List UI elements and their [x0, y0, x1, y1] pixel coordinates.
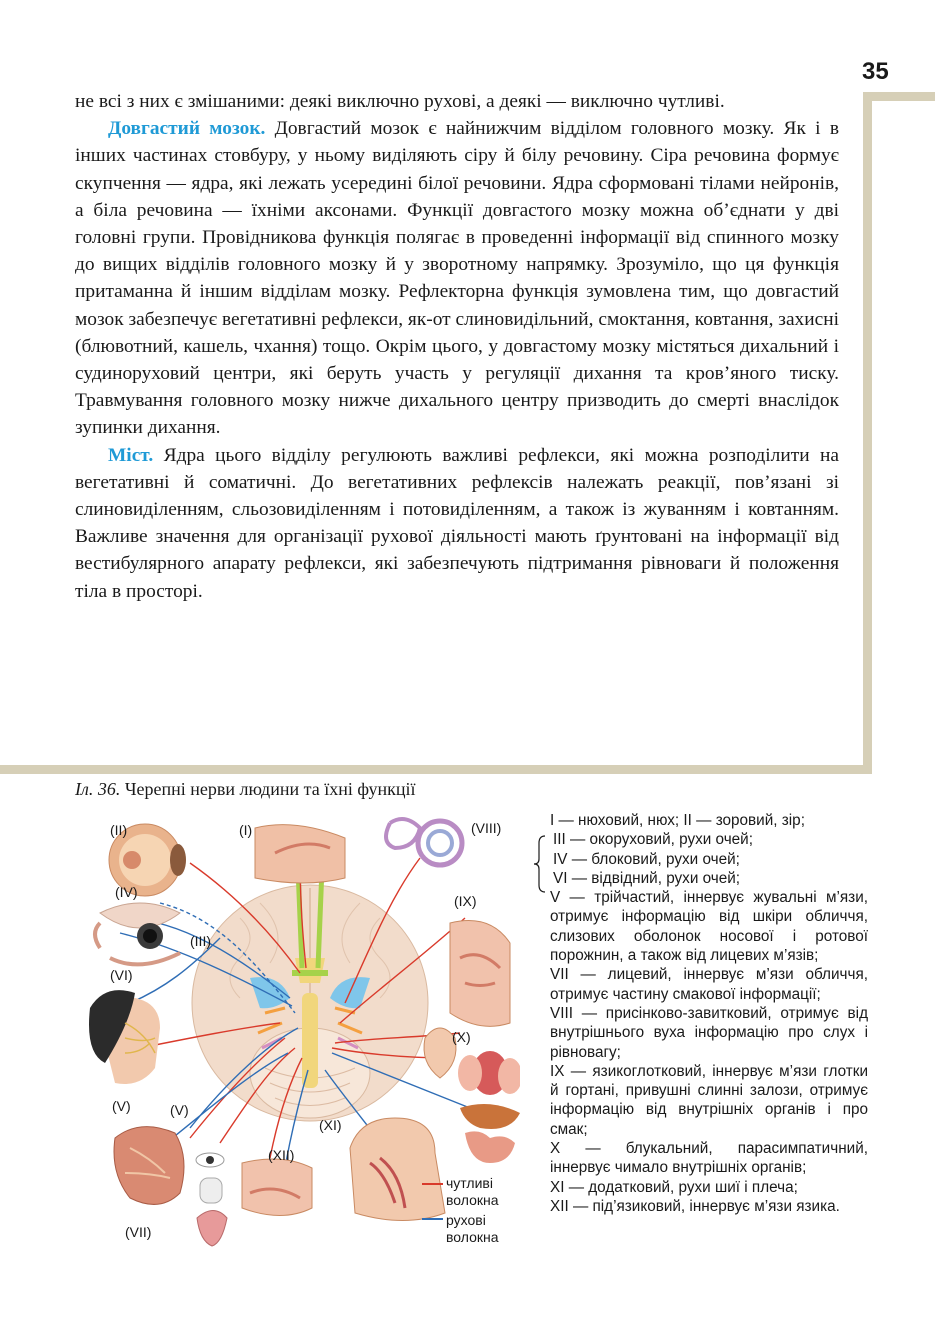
tongue-image: [197, 1211, 227, 1247]
face-muscles-image: [114, 1127, 184, 1205]
legend-sensory: [446, 1175, 499, 1209]
label-nerve-ix: (IX): [454, 893, 477, 909]
page-frame-bottom: [0, 765, 872, 774]
nerve-item: XII — під’язиковий, іннервує м’язи язика.: [550, 1197, 840, 1215]
page-frame-top: [863, 92, 935, 101]
label-nerve-vii: (VII): [125, 1224, 152, 1240]
pons-text: Ядра цього відділу регулюють важливі рефлекси, які можна розподілити на вегетативні й соматичні. До вегетативних рефлексів належать реакції, пов’язані зі слиновиділенням, сльозовиділенням і потовиділенням, а також із жуванням і ковтанням. Важливе значення для організації рухової діяльності мають ґрунтовані на інформації від вестибулярного апарату рефлекси, які забезпечують підтримання рівноваги й положення тіла в просторі.: [75, 444, 839, 602]
neck-image: [350, 1118, 445, 1221]
label-nerve-ii: (II): [110, 822, 128, 838]
caption-label: Іл. 36.: [75, 779, 121, 799]
legend-motor: [446, 1212, 499, 1246]
page-frame-right: [863, 92, 872, 774]
legend-motor-line1: рухові: [446, 1212, 486, 1228]
page-number: 35: [862, 58, 889, 85]
heading-pons: Міст.: [108, 444, 154, 466]
eye-nerves-brace: [533, 835, 547, 893]
nerve-item: VII — лицевий, іннервує м’язи обличчя, отримує частину смакової інформації;: [550, 966, 868, 1003]
brain-image: [192, 868, 428, 1121]
legend-sensory-line2: волокна: [446, 1192, 499, 1208]
label-nerve-iii: (III): [190, 933, 211, 949]
nerve-item: V — трійчастий, іннервує жувальні м’язи, отримує інформацію від шкіри обличчя, слизових оболонок носової і ротової порожнин, а також від лицевих м’язів;: [550, 889, 868, 965]
medulla-text: Довгастий мозок є найнижчим відділом головного мозку. Як і в інших частинах стовбуру, у ньому виділяють сіру й білу речовину. Сіра речовина формує скупчення — ядра, які лежать усередині білої речовини. Ядра сформовані тілами нейронів, а біла речовина — їхніми аксонами. Функції довгастого мозку можна об’єднати у дві головні групи. Провідникова функція полягає в проведенні інформації від спинного мозку до вищих відділів головного мозку й у зворотному напрямку. Зрозуміло, що ця функція притаманна й іншим відділам мозку. Рефлекторна функція зумовлена тим, що довгастий мозок забезпечує вегетативні рефлекси, як-от слиновидільний, смоктання, ковтання, захисні (блювотний, кашель, чхання) тощо. Окрім цього, у довгастому мозку містяться дихальний і судиноруховий центри, які беруть участь у регуляції дихання та кров’яного тиску. Травмування головного мозку нижче дихального центру призводить до смерті внаслідок зупинки дихання.: [75, 118, 839, 439]
paragraph-medulla: [75, 115, 839, 441]
nerve-function-list: [550, 811, 868, 1216]
label-nerve-v-a: (V): [112, 1098, 131, 1114]
paragraph-1: не всі з них є змішаними: деякі виключно рухові, а деякі — виключно чутливі.: [75, 91, 725, 112]
legend-motor-line2: волокна: [446, 1229, 499, 1245]
caption-text: Черепні нерви людини та їхні функції: [120, 779, 416, 799]
nerve-item: VI — відвідний, рухи очей;: [553, 869, 741, 887]
nerve-item: III — окоруховий, рухи очей;: [553, 831, 753, 849]
paragraph-pons: [75, 442, 839, 605]
label-nerve-v-b: (V): [170, 1102, 189, 1118]
body-text: [75, 88, 839, 605]
label-nerve-i: (I): [239, 822, 253, 838]
figure-caption: [75, 779, 416, 800]
label-nerve-iv: (IV): [115, 884, 138, 900]
label-nerve-xii: (XII): [268, 1147, 295, 1163]
pharynx-image: [450, 921, 510, 1027]
nerve-item: VIII — присінково-завитковий, отримує від внутрішнього вуха інформацію про слух і рівновагу;: [550, 1004, 868, 1061]
nerve-item: X — блукальний, парасимпатичний, іннервує чимало внутрішніх органів;: [550, 1140, 868, 1177]
label-nerve-viii: (VIII): [471, 820, 502, 836]
inner-ear-image: [386, 819, 462, 865]
mouth-section-image: [242, 1159, 312, 1216]
nerve-item: I — нюховий, нюх; II — зоровий, зір;: [550, 812, 805, 829]
small-eye-image: [196, 1153, 224, 1203]
nerve-item: IX — язикоглотковий, іннервує м’язи глотки й гортані, привушні слинні залози, отримує інформацію від внутрішніх органів і про смак;: [550, 1062, 868, 1138]
label-nerve-xi: (XI): [319, 1117, 342, 1133]
eye-muscles-image: [95, 903, 180, 964]
legend-sensory-line1: чутливі: [446, 1175, 493, 1191]
label-nerve-x: (X): [452, 1029, 471, 1045]
heading-medulla: Довгастий мозок.: [108, 118, 266, 140]
head-profile-image: [89, 990, 160, 1084]
nasal-cavity-image: [255, 825, 345, 883]
label-nerve-vi: (VI): [110, 967, 133, 983]
internal-organs-image: [458, 1051, 520, 1163]
nerve-item: XI — додатковий, рухи шиї і плеча;: [550, 1178, 798, 1196]
nerve-item: IV — блоковий, рухи очей;: [553, 850, 740, 868]
